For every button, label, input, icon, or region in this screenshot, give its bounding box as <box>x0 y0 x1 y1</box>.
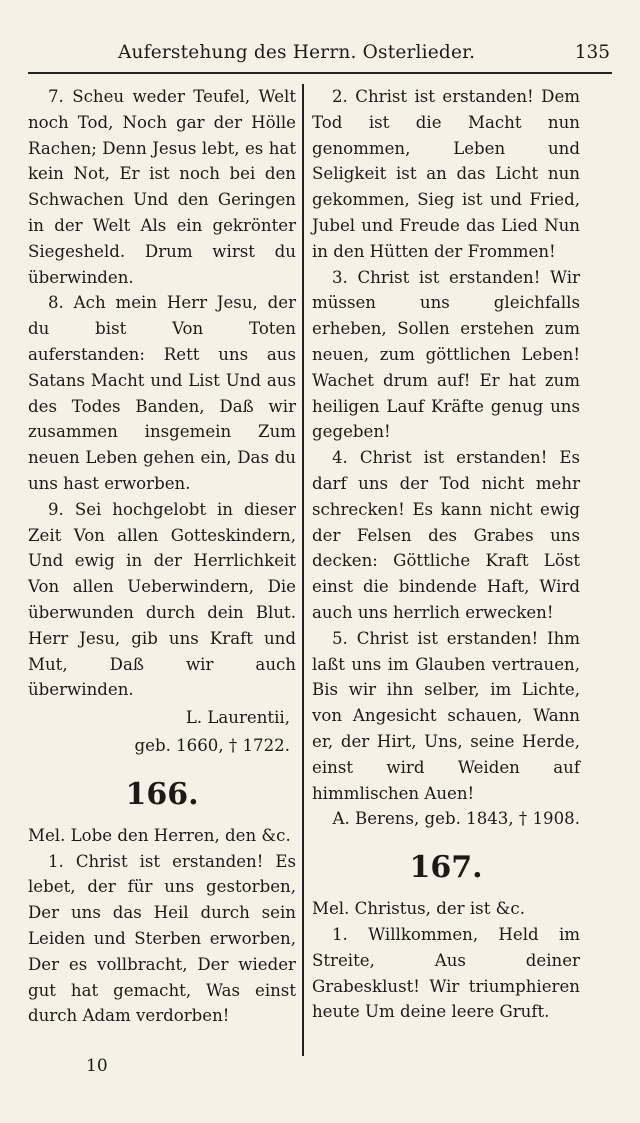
hymn-number-167: 167. <box>409 850 483 886</box>
hymn-166-verse-1: 1. Christ ist erstanden! Es lebet, der für uns gestorben, Der uns das Heil durch sein Leiden und Sterben erworben, Der es vollbracht, Der wieder gut hat gemacht, Was einst durch Adam verdorben! <box>28 851 296 1026</box>
column-divider <box>302 84 304 1056</box>
attribution-name: L. Laurentii, <box>185 708 290 728</box>
signature-mark: 10 <box>86 1056 108 1076</box>
running-title: Auferstehung des Herrn. Osterlieder. <box>118 42 476 63</box>
melody-line-167: Mel. Christus, der ist &c. <box>312 899 525 919</box>
hymn-167-verse-1: 1. Willkommen, Held im Streite, Aus deiner Grabesklust! Wir triumphieren heute Um deine leere Gruft. <box>312 924 580 1022</box>
page-number: 135 <box>574 42 610 63</box>
hymn-number-166: 166. <box>125 776 199 812</box>
attribution-dates: geb. 1660, † 1722. <box>134 735 290 755</box>
verse-5: 5. Christ ist erstanden! Ihm laßt uns im Glauben vertrauen, Bis wir ihn selber, im Lichte, von Angesicht schauen, Wann er, der Hirt, Uns, seine Herde, einst wird Weiden auf himmlischen Auen! <box>312 628 580 803</box>
left-column <box>28 84 296 1029</box>
verse-2: 2. Christ ist erstanden! Dem Tod ist die Macht nun genommen, Leben und Seligkeit ist an das Licht nun gekommen, Sieg ist und Fried, Jubel und Freude das Lied Nun in den Hütten der Frommen! <box>312 87 580 261</box>
verse-9: 9. Sei hochgelobt in dieser Zeit Von allen Gotteskindern, Und ewig in der Herrlichkeit Von allen Ueberwindern, Die überwunden durch dein Blut. Herr Jesu, gib uns Kraft und Mut, Daß wir auch überwinden. <box>28 499 296 700</box>
attribution-berens: A. Berens, geb. 1843, † 1908. <box>332 809 580 829</box>
verse-8: 8. Ach mein Herr Jesu, der du bist Von Toten auferstanden: Rett uns aus Satans Macht und List Und aus des Todes Banden, Daß wir zusammen insgemein Zum neuen Leben gehen ein, Das du uns hast erworben. <box>28 293 296 493</box>
verse-7: 7. Scheu weder Teufel, Welt noch Tod, Noch gar der Hölle Rachen; Denn Jesus lebt, es hat kein Not, Er ist noch bei den Schwachen Und den Geringen in der Welt Als ein gekrönter Siegesheld. Drum wirst du überwinden. <box>28 87 296 287</box>
page-header <box>28 38 612 74</box>
melody-line-166: Mel. Lobe den Herren, den &c. <box>28 825 291 845</box>
verse-4: 4. Christ ist erstanden! Es darf uns der Tod nicht mehr schrecken! Es kann nicht ewig der Felsen des Grabes uns decken: Göttliche Kraft Löst einst die bindende Haft, Wird auch uns herrlich erwecken! <box>312 448 580 622</box>
verse-3: 3. Christ ist erstanden! Wir müssen uns gleichfalls erheben, Sollen erstehen zum neuen, zum göttlichen Leben! Wachet drum auf! Er hat zum heiligen Lauf Kräfte genug uns gegeben! <box>312 267 580 442</box>
right-column <box>312 84 580 1025</box>
